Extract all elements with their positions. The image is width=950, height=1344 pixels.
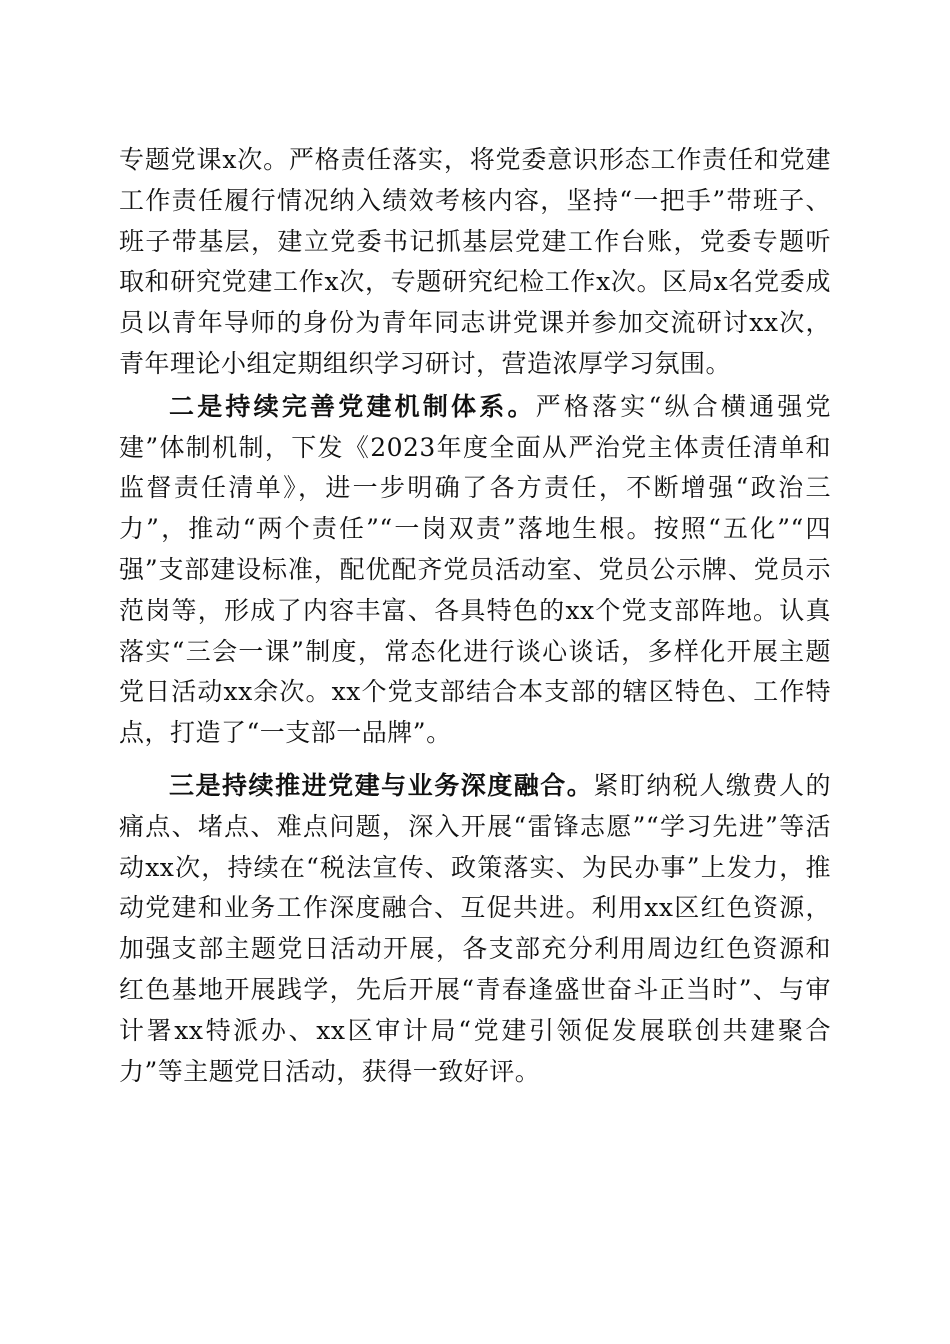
paragraph-text: 专题党课x次。严格责任落实，将党委意识形态工作责任和党建工作责任履行情况纳入绩效考核内容，坚持“一把手”带班子、班子带基层，建立党委书记抓基层党建工作台账，党委专题听取和研究党建工作x次，专题研究纪检工作x次。区局x名党委成员以青年导师的身份为青年同志讲党课并参加交流研讨xx次，青年理论小组定期组织学习研讨，营造浓厚学习氛围。	[119, 145, 831, 378]
paragraph-mechanism	[119, 387, 831, 754]
paragraph-continuation	[119, 140, 831, 385]
paragraph-heading: 二是持续完善党建机制体系。	[169, 391, 536, 421]
paragraph-text: 严格落实“纵合横通强党建”体制机制，下发《2023年度全面从严治党主体责任清单和监督责任清单》，进一步明确了各方责任，不断增强“政治三力”，推动“两个责任”“一岗双责”落地生根。按照“五化”“四强”支部建设标准，配优配齐党员活动室、党员公示牌、党员示范岗等，形成了内容丰富、各具特色的xx个党支部阵地。认真落实“三会一课”制度，常态化进行谈心谈话，多样化开展主题党日活动xx余次。xx个党支部结合本支部的辖区特色、工作特点，打造了“一支部一品牌”。	[119, 391, 831, 748]
paragraph-text: 紧盯纳税人缴费人的痛点、堵点、难点问题，深入开展“雷锋志愿”“学习先进”等活动xx次，持续在“税法宣传、政策落实、为民办事”上发力，推动党建和业务工作深度融合、互促共进。利用xx区红色资源，加强支部主题党日活动开展，各支部充分利用周边红色资源和红色基地开展践学，先后开展“青春逢盛世奋斗正当时”、与审计署xx特派办、xx区审计局“党建引领促发展联创共建聚合力”等主题党日活动，获得一致好评。	[119, 770, 831, 1086]
paragraph-heading: 三是持续推进党建与业务深度融合。	[169, 770, 594, 800]
document-body	[119, 140, 831, 1092]
paragraph-integration	[119, 766, 831, 1092]
